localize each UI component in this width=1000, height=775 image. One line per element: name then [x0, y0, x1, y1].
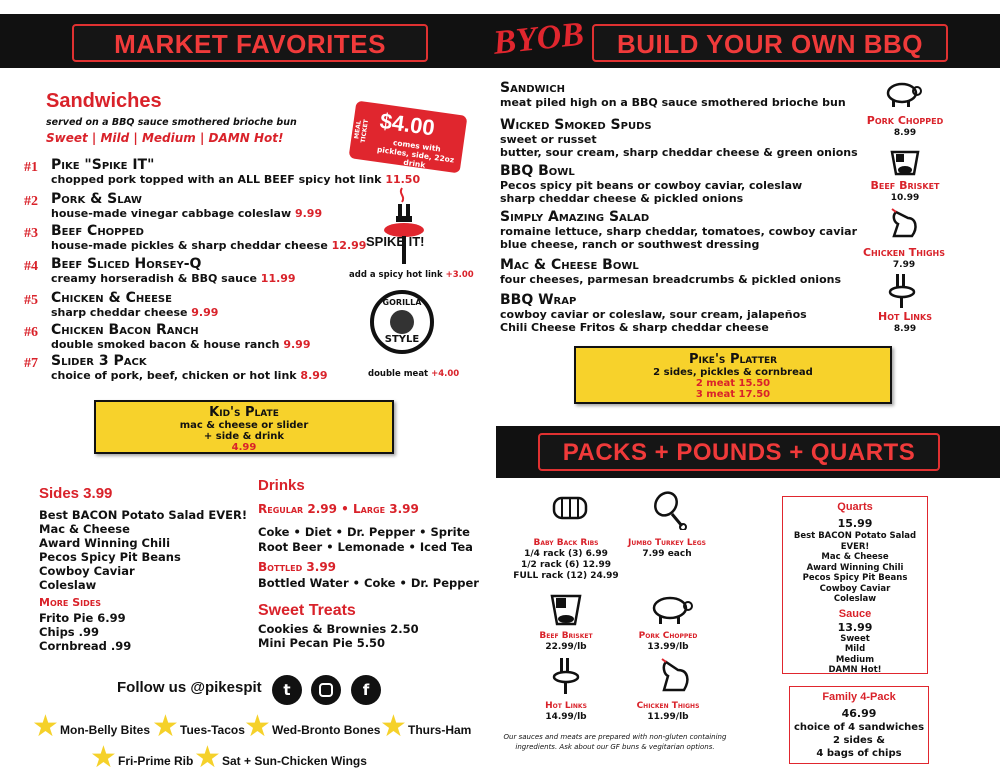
pack-ribs-line2: 1/2 rack (6) 12.99 — [521, 560, 611, 570]
pig-icon — [884, 78, 922, 112]
special-fri: Fri-Prime Rib — [118, 754, 194, 768]
byob-item — [500, 118, 858, 159]
sandwich-desc-text: creamy horseradish & BBQ sauce — [51, 272, 261, 285]
gorilla-logo-top: GORILLA — [382, 298, 422, 307]
sandwich-number: #4 — [24, 259, 38, 274]
sauce-item: Medium — [835, 654, 875, 665]
drumstick-icon — [652, 490, 688, 534]
sandwich-name: Beef Chopped — [51, 223, 144, 239]
sandwich-number: #7 — [24, 356, 38, 371]
sandwich-desc-text: double smoked bacon & house ranch — [51, 338, 284, 351]
quart-item: Best BACON Potato Salad EVER! — [793, 531, 917, 552]
packs-pounds-quarts-banner: PACKS + POUNDS + QUARTS — [538, 433, 940, 471]
pack-hot-links — [514, 701, 618, 723]
byob-item-name: Wicked Smoked Spuds — [500, 117, 652, 133]
byob-item-desc: four cheeses, parmesan breadcrumbs & pickled onions — [500, 273, 842, 286]
allergen-note: Our sauces and meats are prepared with non-gluten containing ingredients. Ask about our GF buns & vegitarian options. — [503, 733, 727, 751]
pack-chicken-thighs — [616, 701, 720, 723]
sandwich-item — [51, 158, 420, 186]
treats-line2: Mini Pecan Pie 5.50 — [258, 636, 386, 650]
sandwich-name: Pike "Spike IT" — [51, 157, 155, 173]
gorilla-style-addon — [368, 369, 459, 379]
byob-item-name: Sandwich — [500, 80, 565, 96]
byob-item — [500, 210, 857, 251]
byob-item-desc: romaine lettuce, sharp cheddar, tomatoes, cowboy caviar — [500, 225, 857, 238]
special-thu: Thurs-Ham — [408, 723, 472, 737]
byob-item — [500, 164, 802, 205]
sandwich-price: 8.99 — [300, 369, 328, 382]
more-side-item: Cornbread .99 — [39, 639, 132, 653]
pack-pork-line1: 13.99/lb — [647, 642, 689, 652]
pikes-platter-title: Pike's Platter — [688, 352, 778, 367]
meat-pork-chopped-name: Pork Chopped — [866, 114, 944, 127]
meat-hot-links — [860, 311, 950, 335]
instagram-glyph — [319, 683, 333, 697]
sandwich-item — [51, 323, 310, 351]
meat-pork-chopped-price: 8.99 — [893, 128, 917, 138]
cow-icon — [548, 588, 584, 632]
instagram-icon[interactable] — [311, 675, 341, 705]
quart-item: Cowboy Caviar — [819, 583, 891, 594]
sauce-item: Mild — [844, 644, 866, 654]
byob-item-desc: sweet or russet — [500, 133, 597, 146]
build-your-own-bbq-banner: BUILD YOUR OWN BBQ — [592, 24, 948, 62]
sausage-icon — [888, 272, 918, 312]
follow-us-text: Follow us @pikespit — [117, 679, 262, 696]
special-weekend: Sat + Sun-Chicken Wings — [222, 754, 367, 768]
side-item: Award Winning Chili — [39, 536, 171, 550]
more-sides-title: More Sides — [39, 596, 101, 609]
twitter-icon[interactable]: t — [272, 675, 302, 705]
byob-item-desc: meat piled high on a BBQ sauce smothered brioche bun — [500, 96, 846, 109]
market-favorites-banner: MARKET FAVORITES — [72, 24, 428, 62]
sandwich-item — [51, 257, 296, 285]
kids-plate-box — [94, 400, 394, 454]
sandwich-desc-text: chopped pork topped with an ALL BEEF spicy hot link — [51, 173, 386, 186]
pack-chicken-title: Chicken Thighs — [636, 701, 700, 711]
byob-item-desc: Pecos spicy pit beans or cowboy caviar, coleslaw — [500, 179, 803, 192]
gorilla-style-addon-price: +4.00 — [431, 369, 460, 379]
pack-chicken-line1: 11.99/lb — [647, 712, 689, 722]
facebook-icon[interactable]: f — [351, 675, 381, 705]
quarts-title: Quarts — [837, 501, 873, 513]
pack-hotlinks-line1: 14.99/lb — [545, 712, 587, 722]
more-side-item: Chips .99 — [39, 625, 100, 639]
sandwich-name: Slider 3 Pack — [51, 353, 147, 369]
quart-item: Award Winning Chili — [806, 562, 904, 573]
star-icon: ★ — [244, 709, 271, 744]
treats-line1: Cookies & Brownies 2.50 — [258, 622, 419, 636]
spike-it-addon-text: add a spicy hot link — [349, 270, 443, 280]
pack-brisket-line1: 22.99/lb — [545, 642, 587, 652]
pack-pork-title: Pork Chopped — [638, 631, 698, 641]
side-item: Coleslaw — [39, 578, 97, 592]
pack-turkey-legs — [614, 538, 720, 560]
family-pack-box — [789, 686, 929, 764]
meal-ticket-price: $4.00 — [378, 108, 437, 141]
byob-item — [500, 258, 841, 286]
sausage-icon — [552, 656, 582, 700]
family-pack-title: Family 4-Pack — [822, 691, 896, 703]
byob-item-desc2: blue cheese, ranch or southwest dressing — [500, 238, 760, 251]
byob-logo: BYOB — [491, 15, 586, 62]
sandwich-item — [51, 354, 328, 382]
sandwiches-subtitle: served on a BBQ sauce smothered brioche bun — [46, 117, 297, 128]
sauce-item: DAMN Hot! — [828, 665, 882, 675]
spike-it-addon — [349, 270, 474, 280]
sandwich-price: 9.99 — [294, 207, 323, 220]
byob-item-desc2: sharp cheddar cheese & pickled onions — [500, 192, 744, 205]
side-item: Cowboy Caviar — [39, 564, 135, 578]
chicken-icon — [656, 656, 692, 700]
pikes-platter-line2: 2 meat 15.50 — [695, 378, 771, 389]
special-mon: Mon-Belly Bites — [60, 723, 151, 737]
sauce-options: Sweet | Mild | Medium | DAMN Hot! — [46, 131, 284, 145]
drinks-line1: Coke • Diet • Dr. Pepper • Sprite — [258, 525, 470, 539]
pack-ribs-title: Baby Back Ribs — [533, 538, 599, 548]
sandwich-desc-text: house-made pickles & sharp cheddar cheese — [51, 239, 332, 252]
spike-it-addon-price: +3.00 — [445, 270, 474, 280]
star-icon: ★ — [152, 709, 179, 744]
meat-pork-chopped — [860, 115, 950, 139]
star-icon: ★ — [32, 709, 59, 744]
kids-plate-price: 4.99 — [231, 442, 257, 453]
drinks-line2: Root Beer • Lemonade • Iced Tea — [258, 540, 473, 554]
sandwich-desc-text: house-made vinegar cabbage coleslaw — [51, 207, 295, 220]
quarts-box — [782, 496, 928, 674]
sides-title: Sides 3.99 — [39, 485, 113, 502]
bottled-title: Bottled 3.99 — [258, 560, 337, 574]
sauce-item: Sweet — [840, 633, 870, 644]
quarts-list — [783, 531, 927, 605]
meat-chicken-thighs-price: 7.99 — [892, 260, 916, 270]
sauce-price: 13.99 — [837, 620, 873, 634]
pikes-platter-line1: 2 sides, pickles & cornbread — [653, 367, 813, 378]
quart-item: Pecos Spicy Pit Beans — [802, 573, 908, 583]
meat-hot-links-price: 8.99 — [893, 324, 917, 334]
chicken-icon — [886, 206, 920, 246]
kids-plate-line1: mac & cheese or slider — [179, 420, 309, 431]
pack-pork-chopped — [616, 631, 720, 653]
pack-brisket-title: Beef Brisket — [539, 631, 593, 641]
cow-icon — [888, 144, 922, 182]
sandwich-desc — [51, 173, 420, 186]
byob-item-desc2: Chili Cheese Fritos & sharp cheddar cheese — [500, 321, 769, 334]
byob-item-desc2: butter, sour cream, sharp cheddar cheese & green onions — [500, 146, 858, 159]
sandwich-name: Pork & Slaw — [51, 191, 142, 207]
pack-beef-brisket — [514, 631, 618, 653]
sandwich-desc — [51, 239, 366, 252]
sandwich-name: Chicken & Cheese — [51, 290, 172, 306]
side-item: Pecos Spicy Pit Beans — [39, 550, 181, 564]
spike-it-label: SPIKE IT! — [366, 234, 425, 249]
more-sides-list — [39, 611, 131, 653]
gorilla-face-icon — [390, 310, 414, 334]
sandwich-price: 11.50 — [385, 173, 421, 186]
meat-chicken-thighs — [852, 247, 956, 271]
byob-item-name: Simply Amazing Salad — [500, 209, 650, 225]
byob-item-desc: cowboy caviar or coleslaw, sour cream, jalapeños — [500, 308, 807, 321]
sandwich-number: #1 — [24, 160, 38, 175]
side-item: Mac & Cheese — [39, 522, 130, 536]
sandwich-item — [51, 224, 366, 252]
family-pack-line3: 4 bags of chips — [816, 748, 902, 759]
byob-item-name: BBQ Wrap — [500, 292, 577, 308]
sandwich-item — [51, 291, 218, 319]
meat-hot-links-name: Hot Links — [878, 310, 932, 323]
star-icon: ★ — [90, 740, 117, 775]
sandwich-price: 9.99 — [191, 306, 219, 319]
meat-chicken-thighs-name: Chicken Thighs — [862, 246, 945, 259]
pack-turkey-title: Jumbo Turkey Legs — [628, 538, 706, 548]
star-icon: ★ — [194, 740, 221, 775]
sweet-treats-title: Sweet Treats — [258, 602, 356, 619]
sandwich-number: #3 — [24, 226, 38, 241]
pig-icon — [650, 592, 694, 630]
pack-ribs-line1: 1/4 rack (3) 6.99 — [524, 549, 608, 559]
pack-hotlinks-title: Hot Links — [545, 701, 587, 711]
more-side-item: Frito Pie 6.99 — [39, 611, 126, 625]
byob-item-name: Mac & Cheese Bowl — [500, 257, 639, 273]
meal-ticket-side-label: MEAL TICKET — [353, 118, 371, 144]
side-item: Best BACON Potato Salad EVER! — [39, 508, 248, 522]
byob-item — [500, 293, 807, 334]
pikes-platter-box — [574, 346, 892, 404]
gorilla-logo-bottom: STYLE — [384, 334, 420, 345]
sandwich-desc — [51, 369, 328, 382]
sandwich-desc — [51, 207, 322, 220]
gorilla-style-logo — [370, 290, 434, 354]
pikes-platter-line3: 3 meat 17.50 — [695, 389, 771, 400]
family-pack-line2: 2 sides & — [833, 735, 885, 746]
sauce-list — [783, 634, 927, 676]
byob-item-name: BBQ Bowl — [500, 163, 575, 179]
meat-beef-brisket-name: Beef Brisket — [870, 179, 940, 192]
sandwich-desc — [51, 338, 310, 351]
special-tue: Tues-Tacos — [180, 723, 245, 737]
kids-plate-title: Kid's Plate — [209, 405, 279, 420]
gorilla-style-addon-text: double meat — [368, 369, 429, 379]
spike-it-logo — [362, 186, 432, 266]
sandwich-desc-text: choice of pork, beef, chicken or hot link — [51, 369, 301, 382]
quart-item: Mac & Cheese — [821, 552, 889, 562]
byob-item — [500, 81, 846, 109]
sauce-title: Sauce — [838, 607, 872, 620]
sandwich-desc — [51, 306, 218, 319]
family-pack-line1: choice of 4 sandwiches — [793, 722, 925, 733]
bottled-line: Bottled Water • Coke • Dr. Pepper — [258, 576, 479, 590]
sandwich-desc-text: sharp cheddar cheese — [51, 306, 192, 319]
sides-list — [39, 508, 247, 592]
quart-item: Coleslaw — [833, 594, 877, 604]
sandwich-price: 11.99 — [260, 272, 296, 285]
meat-beef-brisket-price: 10.99 — [890, 193, 920, 203]
sandwich-number: #5 — [24, 293, 38, 308]
meal-ticket-text: comes with pickles, side, 22oz drink — [376, 138, 455, 170]
ribs-icon — [550, 492, 594, 530]
fork-sausage-icon — [362, 186, 432, 266]
sandwiches-title: Sandwiches — [46, 90, 162, 112]
pack-turkey-line1: 7.99 each — [642, 549, 692, 559]
sandwich-price: 9.99 — [283, 338, 311, 351]
meat-beef-brisket — [860, 180, 950, 204]
special-wed: Wed-Bronto Bones — [272, 723, 381, 737]
quarts-price: 15.99 — [837, 517, 873, 530]
drinks-title: Drinks — [258, 477, 305, 494]
sandwich-item — [51, 192, 322, 220]
sandwich-name: Beef Sliced Horsey-Q — [51, 256, 202, 272]
sandwich-number: #6 — [24, 325, 38, 340]
star-icon: ★ — [380, 709, 407, 744]
sandwich-name: Chicken Bacon Ranch — [51, 322, 199, 338]
drinks-sizes: Regular 2.99 • Large 3.99 — [258, 502, 419, 516]
sandwich-desc — [51, 272, 296, 285]
family-pack-price: 46.99 — [841, 707, 877, 720]
sandwich-number: #2 — [24, 194, 38, 209]
pack-ribs-line3: FULL rack (12) 24.99 — [513, 571, 619, 581]
kids-plate-line2: + side & drink — [203, 431, 285, 442]
sandwich-price: 12.99 — [331, 239, 367, 252]
